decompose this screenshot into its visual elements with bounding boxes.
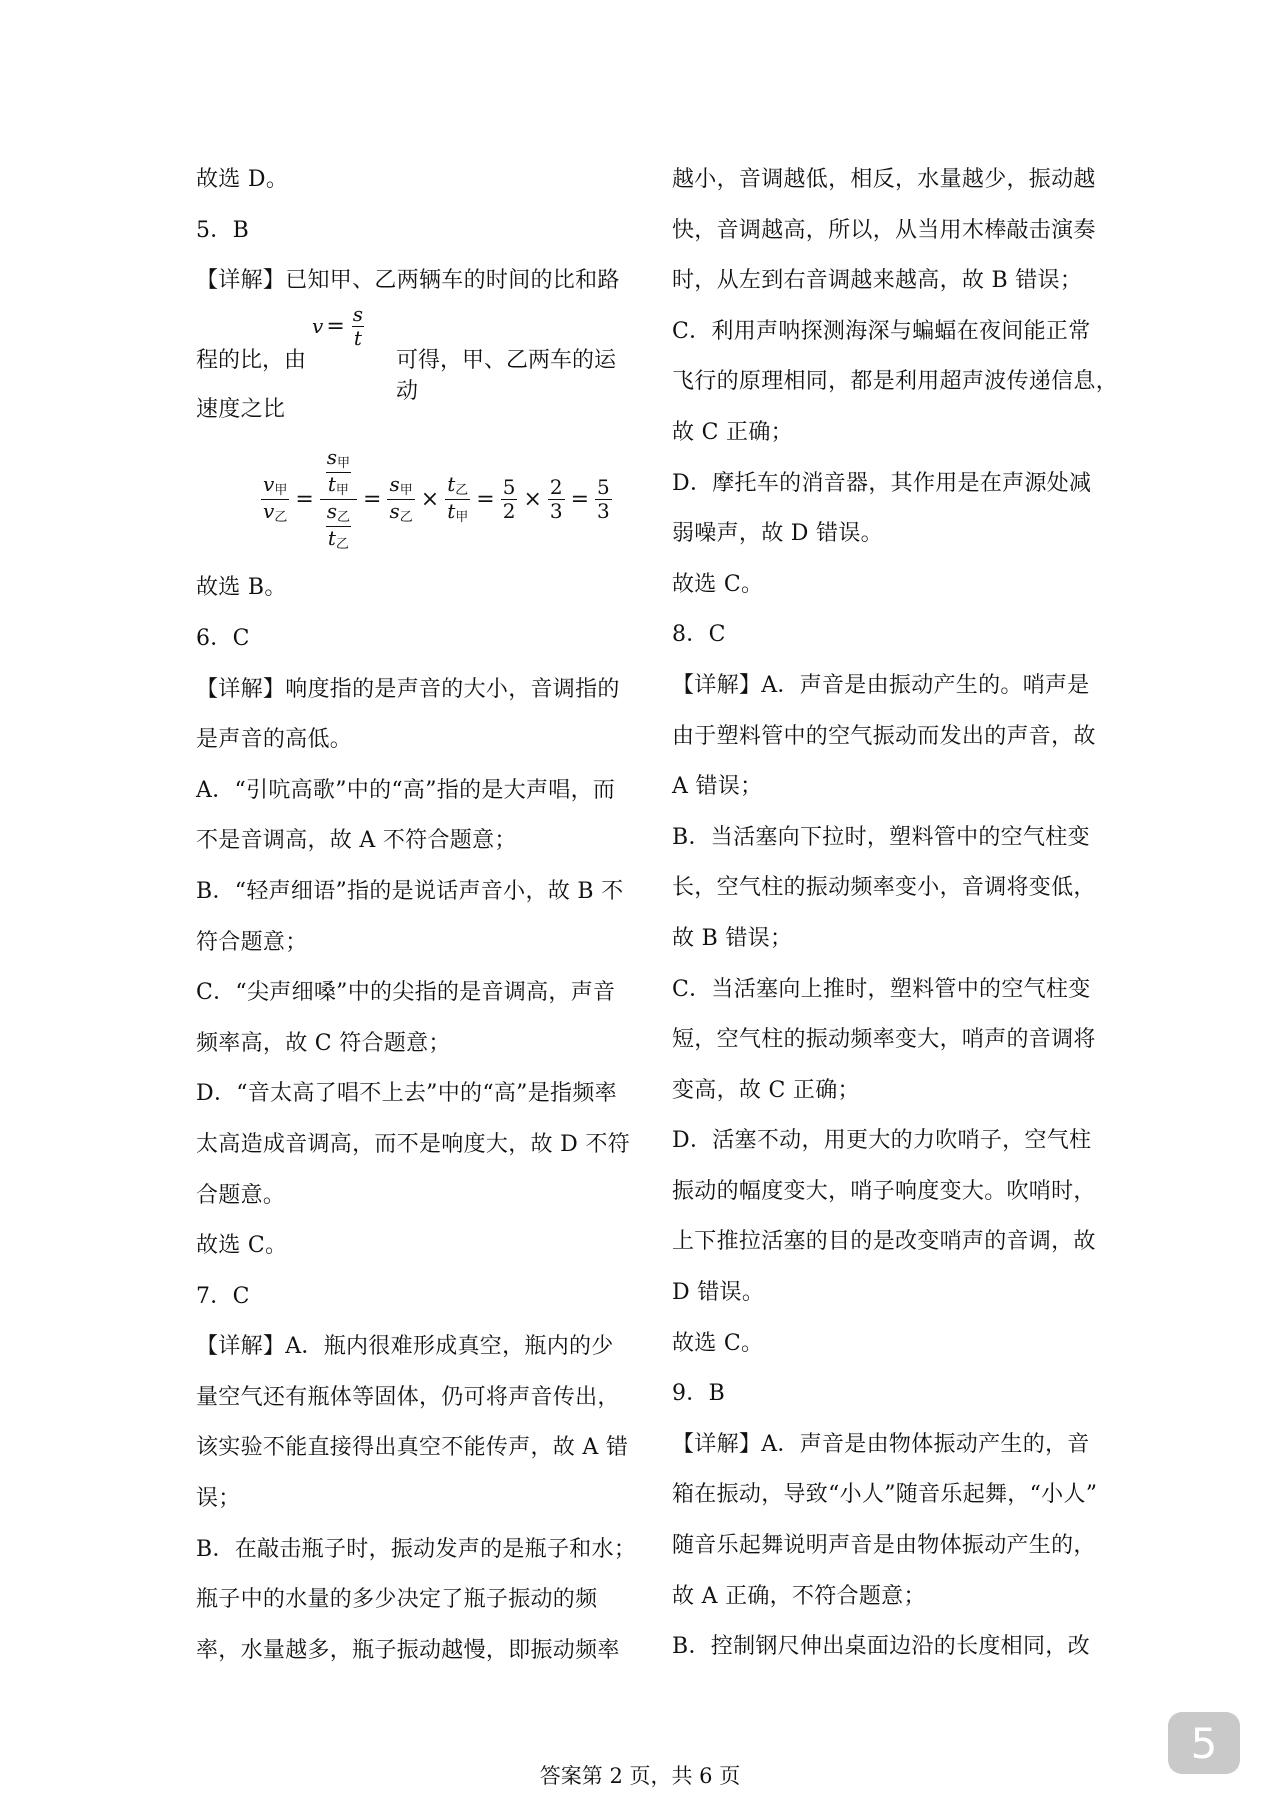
formula-symbol: = xyxy=(363,486,382,512)
text-line: 变高，故 C 正确； xyxy=(672,1077,860,1103)
formula-symbol: v xyxy=(312,314,324,339)
formula-number: 2 xyxy=(502,498,516,523)
formula-symbol: × xyxy=(420,486,440,512)
page-number-badge: 5 xyxy=(1168,1712,1240,1774)
formula-symbol: s xyxy=(326,498,338,523)
velocity-ratio-formula xyxy=(196,443,636,555)
formula-subscript: 甲 xyxy=(455,509,469,525)
text-line: 量空气还有瓶体等固体，仍可将声音传出， xyxy=(196,1384,620,1410)
text-line: 误； xyxy=(196,1486,241,1512)
text-line: C．“尖声细嗓”中的尖指的是音调高，声音 xyxy=(196,980,616,1006)
text-line: D．活塞不动，用更大的力吹哨子，空气柱 xyxy=(672,1128,1092,1154)
fraction xyxy=(325,446,352,499)
text-line: B．当活塞向下拉时，塑料管中的空气柱变 xyxy=(672,824,1090,850)
formula-subscript: 甲 xyxy=(399,482,413,498)
text-line: D．“音太高了唱不上去”中的“高”是指频率 xyxy=(196,1081,617,1107)
text-line: C．利用声呐探测海深与蝙蝠在夜间能正常 xyxy=(672,318,1091,344)
formula-symbol: s xyxy=(389,498,400,523)
text-line: 不是音调高，故 A 不符合题意； xyxy=(196,828,517,854)
text-line: 由于塑料管中的空气振动而发出的声音，故 xyxy=(672,723,1096,749)
text-line: 故 C 正确； xyxy=(672,419,793,445)
text-line: 短，空气柱的振动频率变大，哨声的音调将 xyxy=(672,1027,1096,1053)
speed-formula-line xyxy=(196,301,636,404)
text-line: 弱噪声，故 D 错误。 xyxy=(672,521,883,547)
formula-subscript: 乙 xyxy=(337,509,351,525)
formula-number: 3 xyxy=(549,498,563,523)
text-line: 故 B 错误； xyxy=(672,925,793,951)
text-line: 故 A 正确，不符合题意； xyxy=(672,1583,926,1609)
fraction xyxy=(548,476,565,523)
text-line: 【详解】响度指的是声音的大小，音调指的 xyxy=(196,676,620,702)
text-line: 飞行的原理相同，都是利用超声波传递信息， xyxy=(672,369,1119,395)
text-line: C．当活塞向上推时，塑料管中的空气柱变 xyxy=(672,976,1091,1002)
formula-number: 5 xyxy=(502,474,516,499)
text-line: 【详解】A．声音是由振动产生的。哨声是 xyxy=(672,672,1090,698)
formula-number: 2 xyxy=(549,474,563,499)
text-line: 快，音调越高，所以，从当用木棒敲击演奏 xyxy=(672,217,1096,243)
text-line: 频率高，故 C 符合题意； xyxy=(196,1030,451,1056)
formula-symbol: t xyxy=(327,525,336,550)
text-line: 上下推拉活塞的目的是改变哨声的音调，故 xyxy=(672,1229,1096,1255)
text-line: 时，从左到右音调越来越高，故 B 错误； xyxy=(672,268,1083,294)
fraction xyxy=(325,500,352,553)
text-segment: 程的比，由 xyxy=(196,347,307,373)
formula-symbol: v xyxy=(263,471,275,496)
text-line: D．摩托车的消音器，其作用是在声源处减 xyxy=(672,470,1092,496)
text-line: 箱在振动，导致“小人”随音乐起舞，“小人” xyxy=(672,1482,1098,1508)
text-line: B．在敲击瓶子时，振动发声的是瓶子和水； xyxy=(196,1536,637,1562)
text-line: 速度之比 xyxy=(196,396,286,422)
fraction xyxy=(595,476,612,523)
text-line: B．控制钢尺伸出桌面边沿的长度相同，改 xyxy=(672,1634,1090,1660)
fraction xyxy=(351,303,365,350)
compound-fraction xyxy=(320,446,357,553)
text-line: 随音乐起舞说明声音是由物体振动产生的， xyxy=(672,1533,1096,1559)
right-column xyxy=(672,155,1119,1673)
text-line: 【详解】A．声音是由物体振动产生的，音 xyxy=(672,1431,1090,1457)
text-line: A．“引吭高歌”中的“高”指的是大声唱，而 xyxy=(196,777,616,803)
text-line: 【详解】A．瓶内很难形成真空，瓶内的少 xyxy=(196,1334,614,1360)
text-line: D 错误。 xyxy=(672,1280,765,1306)
text-line: 故选 C。 xyxy=(672,1330,764,1356)
formula-subscript: 甲 xyxy=(337,456,351,471)
speed-formula xyxy=(312,303,368,350)
formula-symbol: t xyxy=(447,471,456,496)
question-number: 8．C xyxy=(672,622,726,648)
fraction xyxy=(261,473,289,526)
text-line: 长，空气柱的振动频率变小，音调将变低， xyxy=(672,875,1096,901)
text-line: 合题意。 xyxy=(196,1182,286,1208)
text-line: 符合题意； xyxy=(196,929,308,955)
formula-number: 5 xyxy=(597,474,610,499)
text-segment: 可得，甲、乙两车的运动 xyxy=(396,347,617,404)
formula-symbol: = xyxy=(476,486,495,512)
formula-subscript: 乙 xyxy=(274,509,288,525)
formula-symbol: t xyxy=(327,471,336,496)
text-line: 振动的幅度变大，哨子响度变大。吹哨时， xyxy=(672,1178,1096,1204)
formula-symbol: v xyxy=(263,498,275,523)
text-line: 故选 D。 xyxy=(196,167,289,192)
left-column xyxy=(196,155,636,1676)
text-line: 故选 C。 xyxy=(672,571,764,597)
question-number: 9．B xyxy=(672,1381,726,1407)
fraction xyxy=(387,473,414,526)
formula-subscript: 乙 xyxy=(335,536,349,552)
formula-symbol: s xyxy=(389,471,400,496)
formula-symbol: = xyxy=(295,486,314,512)
formula-subscript: 乙 xyxy=(399,509,413,525)
formula-symbol: s xyxy=(326,445,338,469)
question-number: 7．C xyxy=(196,1283,250,1309)
formula-symbol: × xyxy=(523,486,542,512)
text-line: 率，水量越多，瓶子振动越慢，即振动频率 xyxy=(196,1637,620,1663)
question-number: 5．B xyxy=(196,217,250,243)
text-line: 【详解】已知甲、乙两辆车的时间的比和路 xyxy=(196,268,620,294)
formula-symbol: t xyxy=(353,325,362,350)
text-line: 越小，音调越低，相反，水量越少，振动越 xyxy=(672,167,1096,192)
text-line: 故选 C。 xyxy=(196,1233,288,1259)
fraction xyxy=(501,476,518,523)
text-line: 瓶子中的水量的多少决定了瓶子振动的频 xyxy=(196,1587,598,1613)
formula-number: 3 xyxy=(597,498,610,523)
text-line: 是声音的高低。 xyxy=(196,727,353,753)
question-number: 6．C xyxy=(196,625,250,651)
formula-symbol: = xyxy=(326,313,345,339)
formula-subscript: 乙 xyxy=(455,482,469,498)
formula-subscript: 甲 xyxy=(335,482,349,498)
text-line: 太高造成音调高，而不是响度大，故 D 不符 xyxy=(196,1131,630,1157)
text-line: A 错误； xyxy=(672,774,763,800)
text-line: 故选 B。 xyxy=(196,575,287,601)
formula-symbol: t xyxy=(447,498,456,523)
formula-subscript: 甲 xyxy=(274,482,288,498)
text-line: 该实验不能直接得出真空不能传声，故 A 错 xyxy=(196,1435,629,1461)
formula-symbol: s xyxy=(352,301,364,326)
text-line: B．“轻声细语”指的是说话声音小，故 B 不 xyxy=(196,878,624,904)
fraction xyxy=(445,473,470,526)
formula-symbol: = xyxy=(570,486,590,512)
page-footer: 答案第 2 页，共 6 页 xyxy=(539,1764,741,1788)
